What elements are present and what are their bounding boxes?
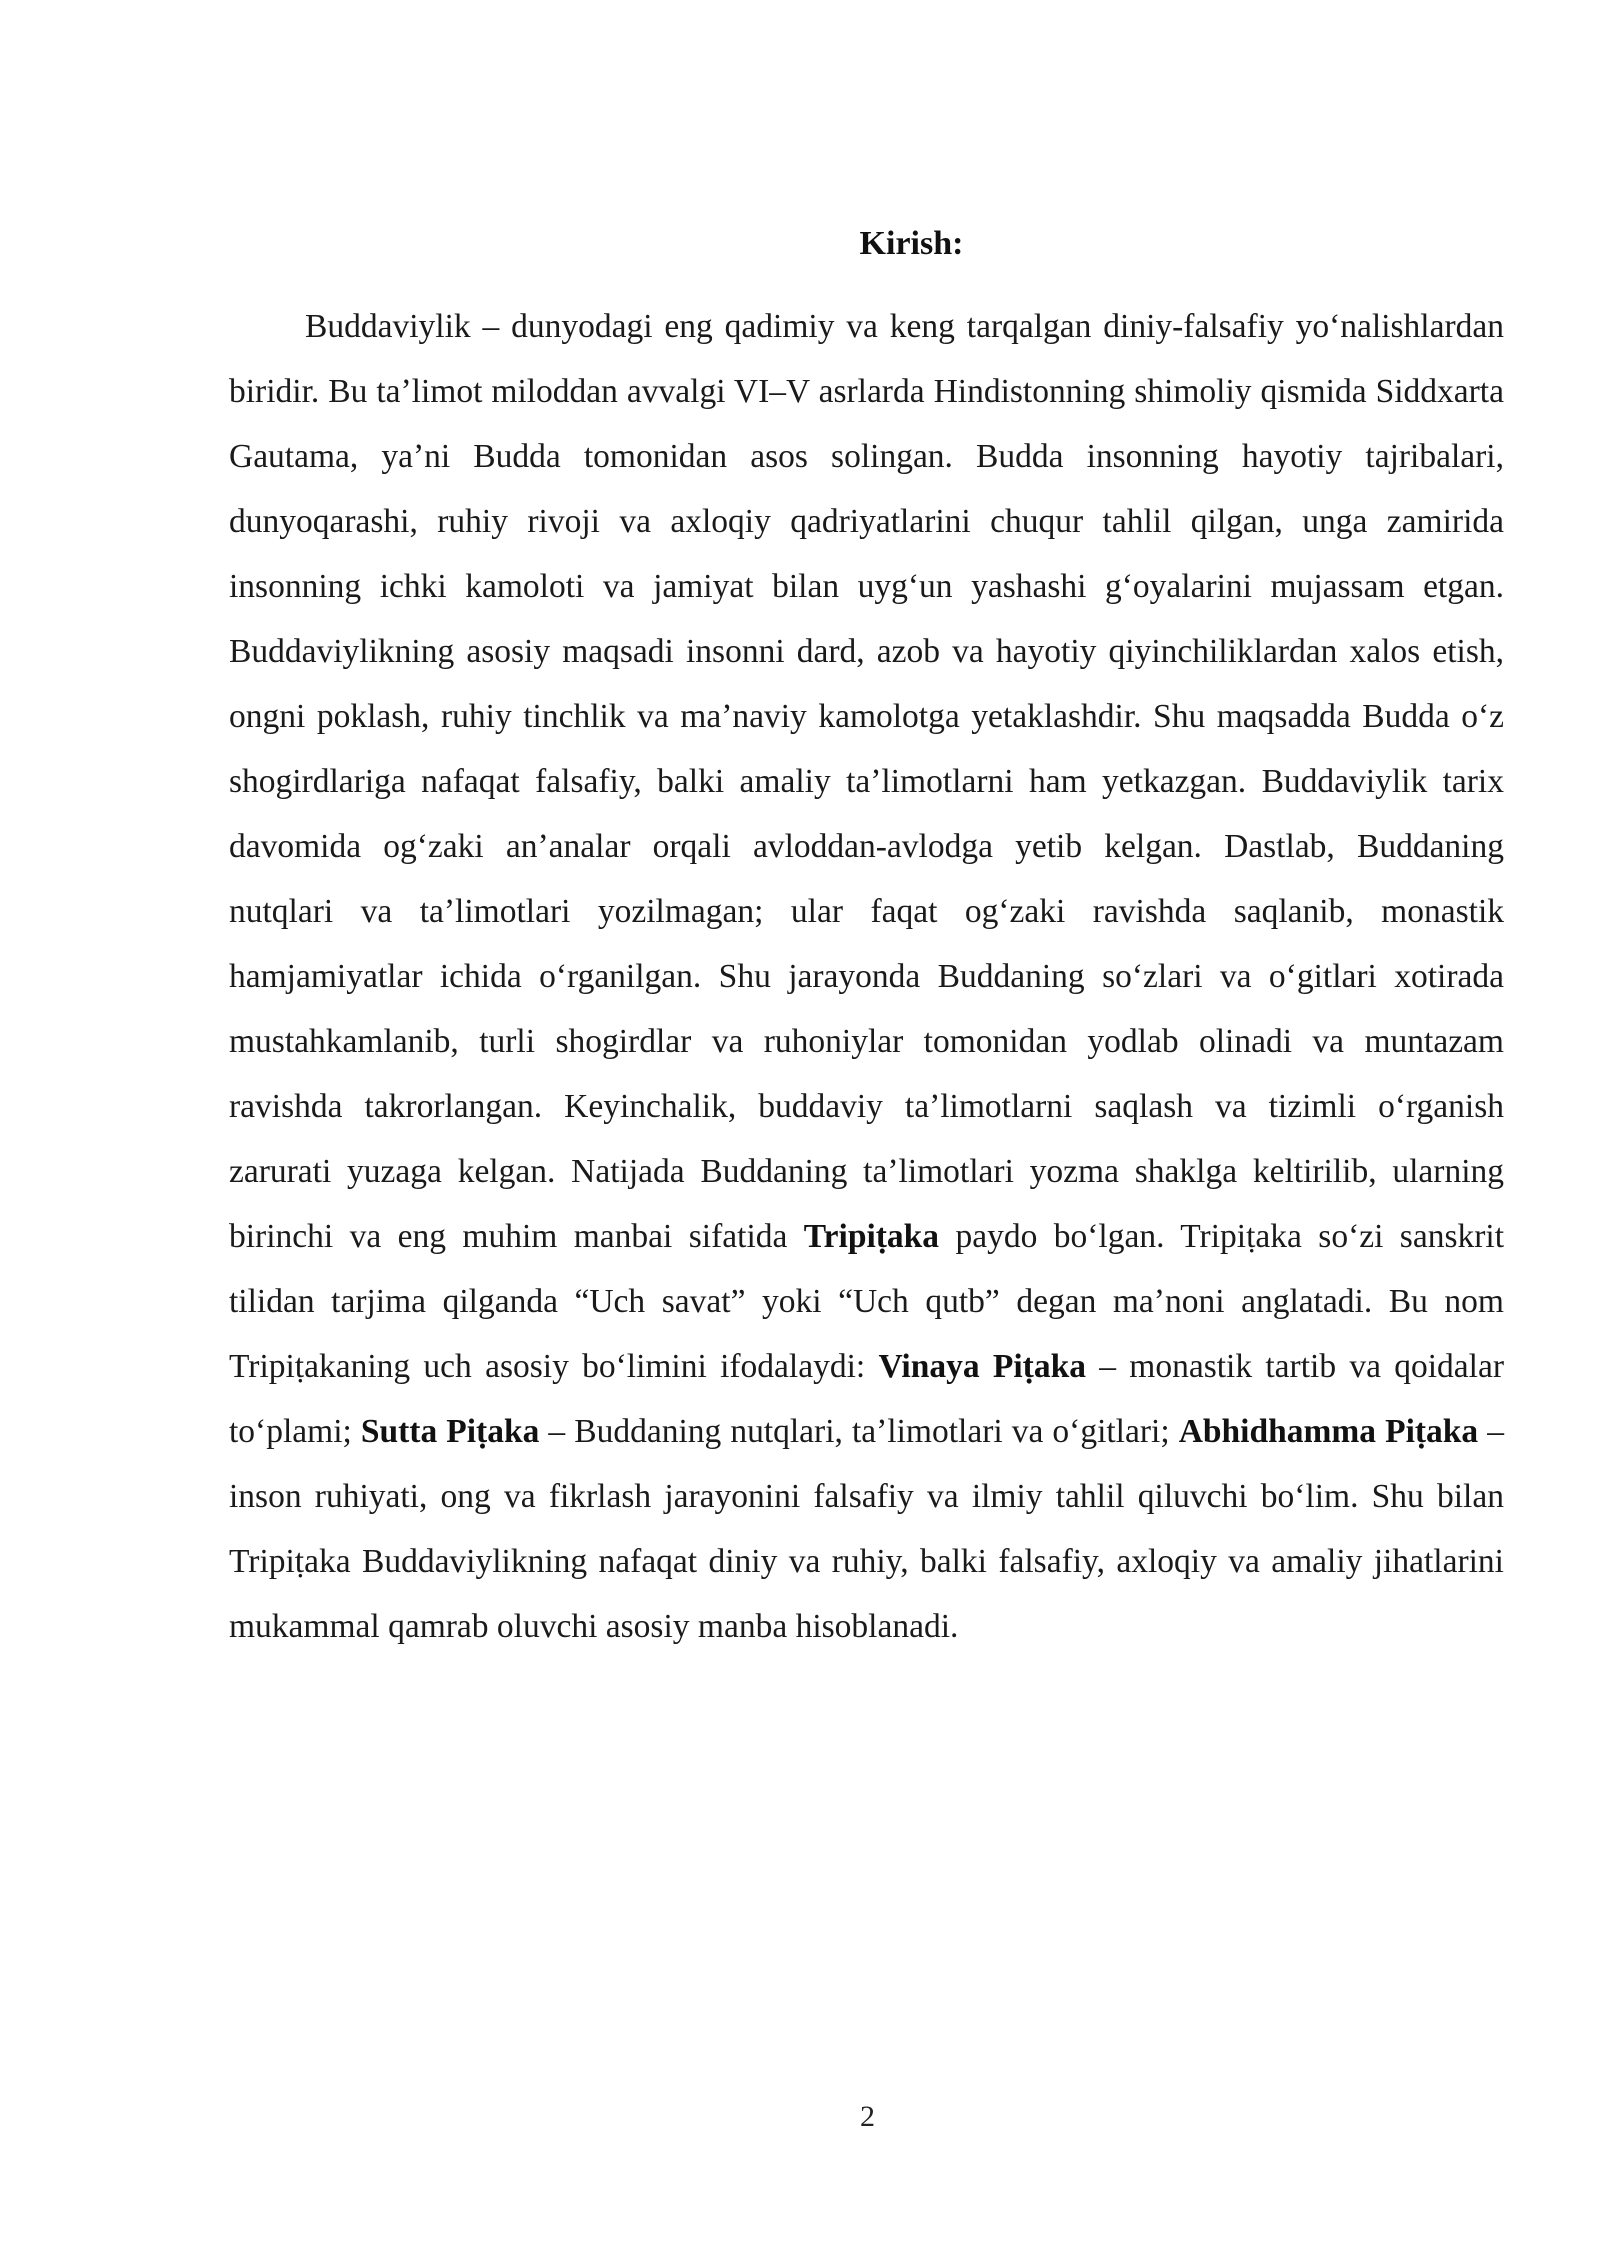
term-abhidhamma-pitaka: Abhidhamma Piṭaka	[1178, 1413, 1479, 1450]
paragraph-text-3: – monastik tartib va qoidalar toʻplami;	[229, 1348, 1505, 1450]
paragraph-text-2: paydo boʻlgan. Tripiṭaka soʻzi sanskrit tilidan tarjima qilganda “Uch savat” yoki “Uch qutb” degan maʼnoni anglatadi. Bu nom Tripiṭakaning uch asosiy boʻlimini ifodalaydi:	[229, 1218, 1505, 1385]
paragraph-text-5: – inson ruhiyati, ong va fikrlash jarayonini falsafiy va ilmiy tahlil qiluvchi boʻlim. Shu bilan Tripiṭaka Buddaviylikning nafaqat diniy va ruhiy, balki falsafiy, axloqiy va amaliy jihatlarini mukammal qamrab oluvchi asosiy manba hisoblanadi.	[229, 1413, 1504, 1645]
page-number: 2	[860, 2100, 875, 2133]
section-heading: Kirish:	[859, 225, 964, 262]
term-vinaya-pitaka: Vinaya Piṭaka	[878, 1348, 1086, 1385]
body-paragraph	[229, 294, 1504, 1659]
paragraph-text-4: – Buddaning nutqlari, taʼlimotlari va oʻgitlari;	[539, 1413, 1179, 1450]
term-sutta-pitaka: Sutta Piṭaka	[360, 1413, 540, 1450]
paragraph-text-1: Buddaviylik – dunyodagi eng qadimiy va keng tarqalgan diniy-falsafiy yoʻnalishlardan biridir. Bu taʼlimot miloddan avvalgi VI–V asrlarda Hindistonning shimoliy qismida Siddxarta Gautama, yaʼni Budda tomonidan asos solingan. Budda insonning hayotiy tajribalari, dunyoqarashi, ruhiy rivoji va axloqiy qadriyatlarini chuqur tahlil qilgan, unga zamirida insonning ichki kamoloti va jamiyat bilan uygʻun yashashi gʻoyalarini mujassam etgan. Buddaviylikning asosiy maqsadi insonni dard, azob va hayotiy qiyinchiliklardan xalos etish, ongni poklash, ruhiy tinchlik va maʼnaviy kamolotga yetaklashdir. Shu maqsadda Budda oʻz shogirdlariga nafaqat falsafiy, balki amaliy taʼlimotlarni ham yetkazgan. Buddaviylik tarix davomida ogʻzaki anʼanalar orqali avloddan-avlodga yetib kelgan. Dastlab, Buddaning nutqlari va taʼlimotlari yozilmagan; ular faqat ogʻzaki ravishda saqlanib, monastik hamjamiyatlar ichida oʻrganilgan. Shu jarayonda Buddaning soʻzlari va oʻgitlari xotirada mustahkamlanib, turli shogirdlar va ruhoniylar tomonidan yodlab olinadi va muntazam ravishda takrorlangan. Keyinchalik, buddaviy taʼlimotlarni saqlash va tizimli oʻrganish zarurati yuzaga kelgan. Natijada Buddaning taʼlimotlari yozma shaklga keltirilib, ularning birinchi va eng muhim manbai sifatida	[229, 308, 1504, 1255]
term-tripitaka: Tripiṭaka	[803, 1218, 940, 1255]
